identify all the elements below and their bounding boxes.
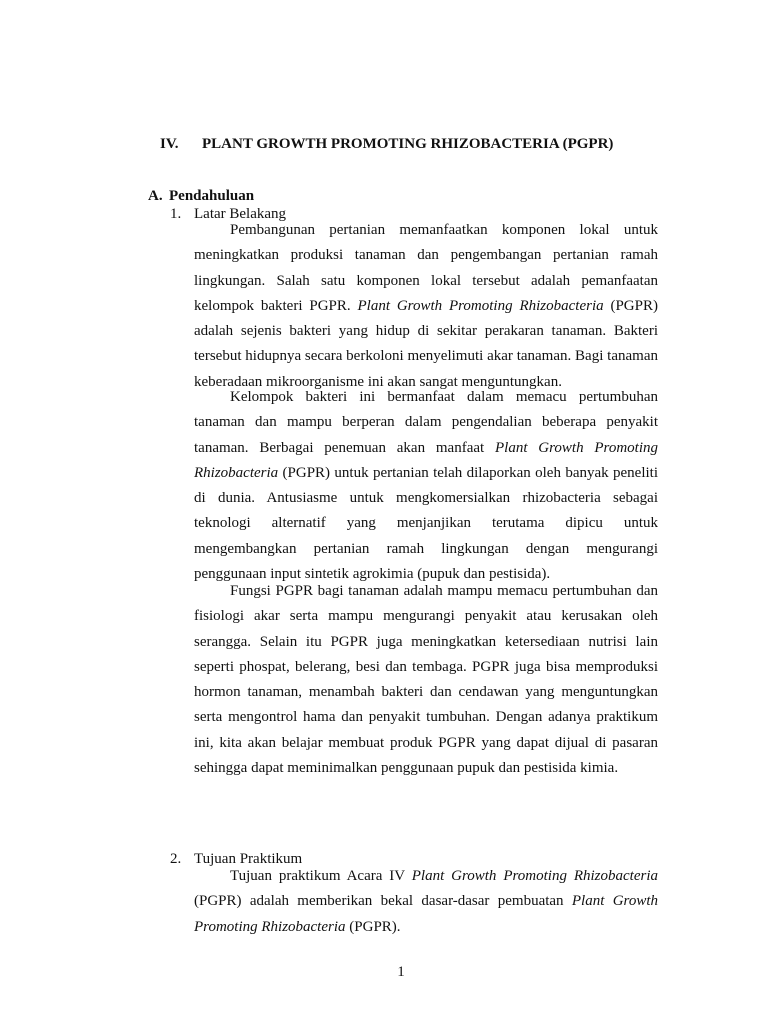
text-run: (PGPR) untuk pertanian telah dilaporkan oleh banyak peneliti di dunia. Antusiasme untuk mengkomersialkan rhizobacteria sebagai teknologi alternatif yang menjanjikan terutama dipicu untuk mengembangkan pertanian ramah lingkungan dengan mengurangi penggunaan input sintetik agrokimia (pupuk dan pestisida).: [194, 464, 658, 583]
subsection-number: 1.: [170, 206, 182, 222]
section-heading: [148, 188, 254, 205]
text-run: (PGPR) adalah memberikan bekal dasar-dasar pembuatan: [194, 893, 572, 910]
text-run: Fungsi PGPR bagi tanaman adalah mampu memacu pertumbuhan dan fisiologi akar serta mampu mengurangi penyakit atau kerusakan oleh serangga. Selain itu PGPR juga meningkatkan ketersediaan nutrisi lain seperti phospat, belerang, besi dan tembaga. PGPR juga bisa memproduksi hormon tanaman, menambah bakteri dan cendawan yang menguntungkan serta mengontrol hama dan penyakit tumbuhan. Dengan adanya praktikum ini, kita akan belajar membuat produk PGPR yang dapat dijual di pasaran sehingga dapat meminimalkan penggunaan pupuk dan pestisida kimia.: [194, 583, 658, 777]
page-number: 1: [397, 964, 405, 980]
chapter-number: IV.: [160, 136, 179, 152]
section-letter: A.: [148, 188, 163, 204]
text-run: Tujuan praktikum Acara IV: [230, 868, 412, 884]
italic-term: Plant Growth Promoting Rhizobacteria: [194, 439, 658, 481]
text-run: (PGPR) adalah sejenis bakteri yang hidup di sekitar perakaran tanaman. Bakteri tersebut hidupnya secara berkoloni menyelimuti akar tanaman. Bagi tanaman keberadaan mikroorganisme ini akan sangat menguntungkan.: [194, 297, 658, 390]
subsection-number: 2.: [170, 851, 182, 867]
text-run: Pembangunan pertanian memanfaatkan komponen lokal untuk meningkatkan produksi tanaman dan pengembangan pertanian ramah lingkungan. Salah satu komponen lokal tersebut adalah pemanfaatan kelompok bakteri PGPR.: [194, 222, 658, 314]
section-title: Pendahuluan: [169, 188, 255, 204]
italic-term: Plant Growth Promoting Rhizobacteria: [194, 893, 658, 935]
paragraph-background-1: [194, 218, 658, 395]
chapter-heading: [160, 136, 613, 153]
paragraph-objective: [194, 864, 658, 940]
text-run: (PGPR).: [345, 918, 401, 935]
text-run: Kelompok bakteri ini bermanfaat dalam memacu pertumbuhan tanaman dan mampu berperan dalam pengendalian beberapa penyakit tanaman. Berbagai penemuan akan manfaat: [194, 389, 658, 456]
subsection-title: Latar Belakang: [194, 206, 287, 222]
italic-term: Plant Growth Promoting Rhizobacteria: [357, 297, 604, 314]
chapter-title: PLANT GROWTH PROMOTING RHIZOBACTERIA (PGPR): [202, 136, 614, 152]
paragraph-background-2: [194, 385, 658, 587]
italic-term: Plant Growth Promoting Rhizobacteria: [411, 868, 658, 884]
paragraph-background-3: [194, 579, 658, 781]
subsection-title: Tujuan Praktikum: [194, 851, 303, 867]
